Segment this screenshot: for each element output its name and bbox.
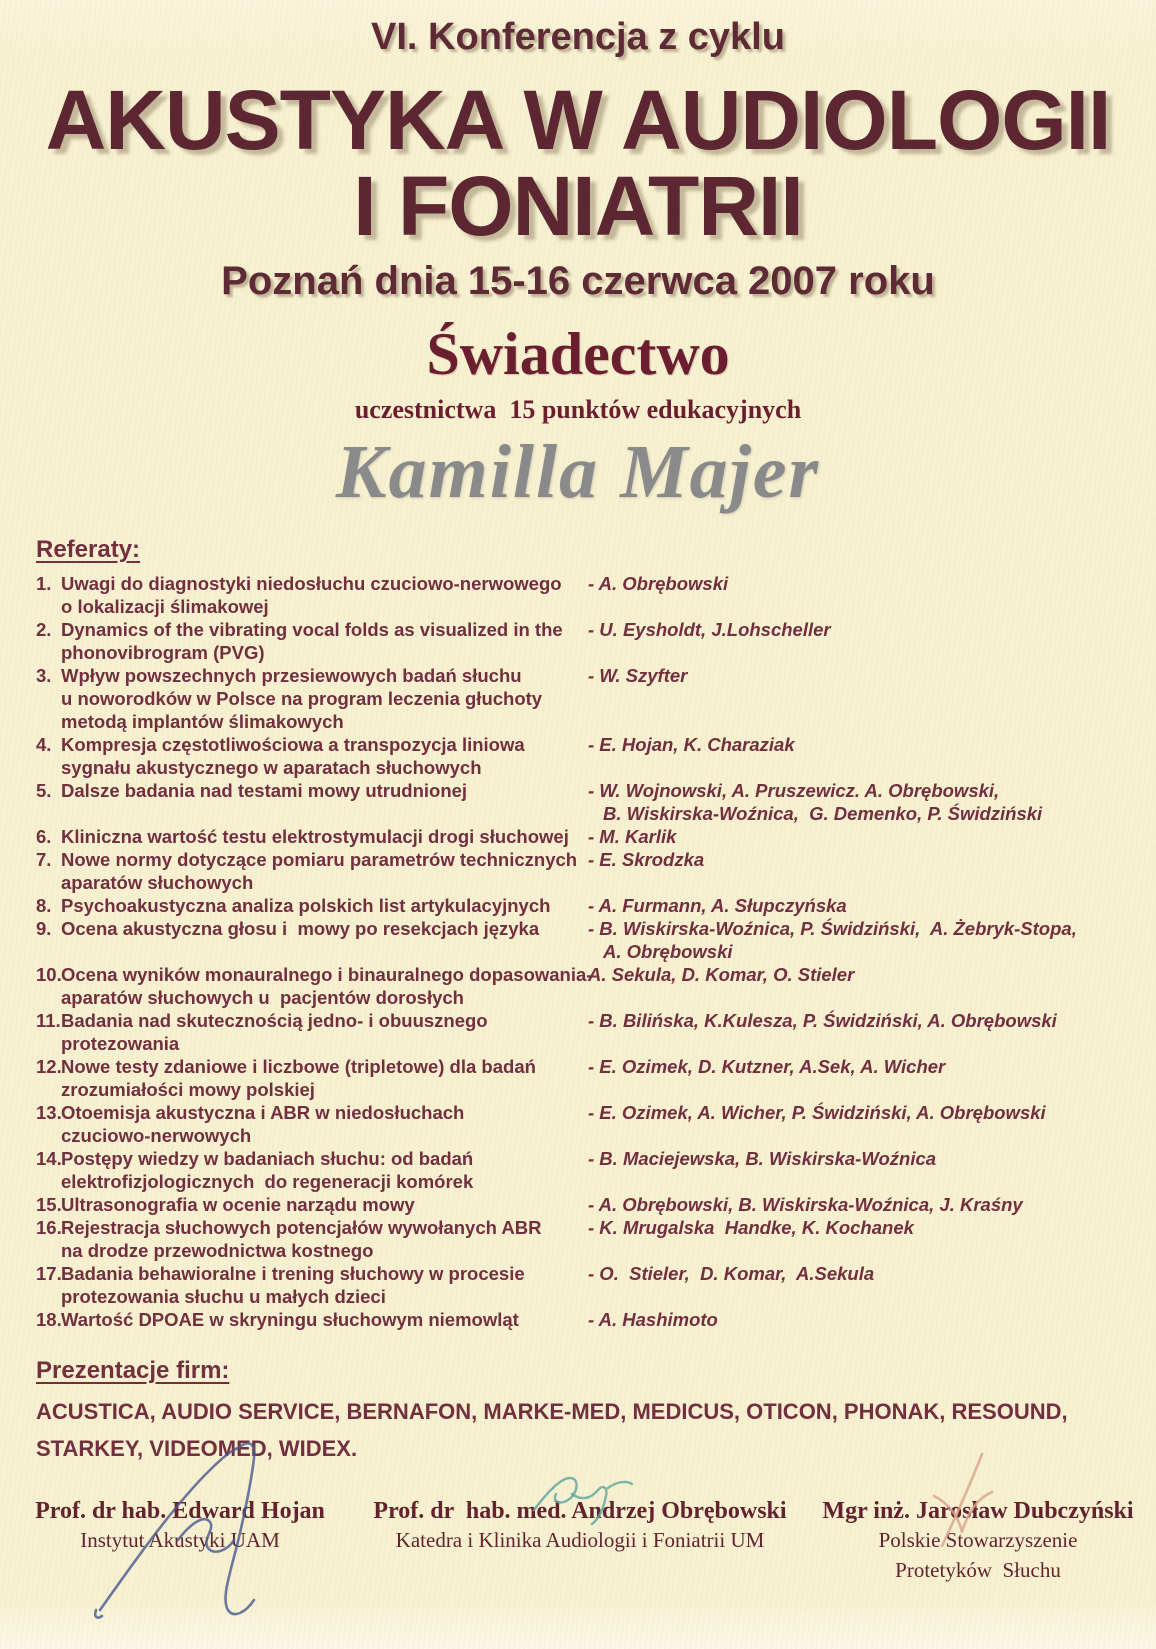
referat-title-text: Badania nad skutecznością jedno- i obuusznego — [61, 1010, 488, 1031]
recipient-name: Kamilla Majer — [335, 430, 821, 514]
referat-row — [36, 848, 1156, 894]
referat-authors-line: B. Wiskirska-Woźnica, G. Demenko, P. Świdziński — [603, 803, 1043, 824]
referat-title-line — [36, 1216, 588, 1239]
certificate-block — [0, 320, 1156, 516]
referat-title — [36, 572, 588, 618]
referat-title-line — [36, 894, 588, 917]
referat-authors-line: - E. Skrodzka — [588, 849, 705, 870]
referat-title-line: aparatów słuchowych — [61, 872, 254, 893]
referat-authors-line: - A. Hashimoto — [588, 1309, 718, 1330]
signatory-org-line: Katedra i Klinika Audiologii i Foniatrii UM — [395, 1528, 765, 1552]
referat-authors — [588, 664, 1156, 687]
referat-number: 13. — [36, 1102, 62, 1123]
referat-authors — [588, 848, 1156, 871]
referat-title-text: Ocena akustyczna głosu i mowy po resekcjach języka — [61, 918, 540, 939]
referaty-heading: Referaty: — [36, 536, 141, 563]
referat-title — [36, 848, 588, 894]
referat-authors-line: - M. Karlik — [588, 826, 677, 847]
referat-title-line — [36, 572, 588, 595]
referat-title-line — [36, 733, 588, 756]
referat-title-text: Dalsze badania nad testami mowy utrudnionej — [61, 780, 468, 801]
referat-number: 5. — [36, 780, 52, 801]
referat-title-line — [36, 1055, 588, 1078]
referat-title — [36, 1308, 588, 1331]
companies-section — [36, 1357, 1156, 1467]
companies-line: ACUSTICA, AUDIO SERVICE, BERNAFON, MARKE-MED, MEDICUS, OTICON, PHONAK, RESOUND, — [36, 1399, 1068, 1424]
signatory-name: Mgr inż. Jarosław Dubczyński — [822, 1498, 1134, 1524]
referat-title-text: Ultrasonografia w ocenie narządu mowy — [61, 1194, 415, 1215]
referat-number: 2. — [36, 619, 52, 640]
referat-title-line: elektrofizjologicznych do regeneracji komórek — [61, 1171, 474, 1192]
referat-title-line: protezowania słuchu u małych dzieci — [61, 1286, 386, 1307]
referat-title-line — [36, 1009, 588, 1032]
signatory — [360, 1498, 800, 1585]
referat-authors-line: - B. Bilińska, K.Kulesza, P. Świdziński, A. Obrębowski — [588, 1010, 1057, 1031]
referat-authors — [588, 963, 1156, 986]
referat-row — [36, 572, 1156, 618]
referat-title-text: Rejestracja słuchowych potencjałów wywołanych ABR — [61, 1217, 542, 1238]
referat-title-text: Badania behawioralne i trening słuchowy w procesie — [61, 1263, 525, 1284]
referat-title-line: protezowania — [61, 1033, 180, 1054]
certificate-subtitle: uczestnictwa 15 punktów edukacyjnych — [354, 395, 802, 424]
referat-authors-line: - E. Ozimek, D. Kutzner, A.Sek, A. Wicher — [588, 1056, 946, 1077]
referat-authors-line: - O. Stieler, D. Komar, A.Sekula — [588, 1263, 875, 1284]
referat-title-line — [36, 963, 593, 986]
referat-title-text: Uwagi do diagnostyki niedosłuchu czuciowo-nerwowego — [61, 573, 562, 594]
conference-series-line: VI. Konferencja z cyklu — [371, 16, 785, 58]
referat-authors-line: - A. Obrębowski — [588, 573, 729, 594]
referat-authors — [588, 1055, 1156, 1078]
referat-title-line — [36, 917, 588, 940]
referat-title-line: sygnału akustycznego w aparatach słuchowych — [61, 757, 482, 778]
referat-authors-line: - W. Szyfter — [588, 665, 688, 686]
referat-title-text: Nowe normy dotyczące pomiaru parametrów technicznych — [61, 849, 578, 870]
referat-title-text: Kliniczna wartość testu elektrostymulacji drogi słuchowej — [61, 826, 569, 847]
referat-title-line — [36, 1193, 588, 1216]
signatories-row — [0, 1498, 1156, 1585]
referat-title — [36, 779, 588, 802]
referat-row — [36, 894, 1156, 917]
referat-title-line — [36, 1147, 588, 1170]
signatory-name: Prof. dr hab. Edward Hojan — [35, 1498, 325, 1524]
referat-title — [36, 1055, 588, 1101]
conference-title-line2: I FONIATRII — [353, 159, 803, 253]
referat-authors-line: - A. Furmann, A. Słupczyńska — [588, 895, 847, 916]
referat-row — [36, 1147, 1156, 1193]
referat-title-line: o lokalizacji ślimakowej — [61, 596, 269, 617]
referat-row — [36, 917, 1156, 963]
referat-title-text: Wartość DPOAE w skryningu słuchowym niemowląt — [61, 1309, 519, 1330]
referat-title — [36, 1216, 588, 1262]
referat-title-line: czuciowo-nerwowych — [61, 1125, 252, 1146]
referat-authors-line: - B. Maciejewska, B. Wiskirska-Woźnica — [588, 1148, 937, 1169]
referat-title — [36, 825, 588, 848]
referat-number: 7. — [36, 849, 52, 870]
referat-title — [36, 1262, 588, 1308]
signatory — [0, 1498, 360, 1585]
referat-title-line: phonovibrogram (PVG) — [61, 642, 265, 663]
referat-title-line: aparatów słuchowych u pacjentów dorosłych — [61, 987, 464, 1008]
referat-title — [36, 894, 588, 917]
referat-row — [36, 1193, 1156, 1216]
referat-authors-line: - A. Obrębowski, B. Wiskirska-Woźnica, J. Kraśny — [588, 1194, 1023, 1215]
referat-title-line — [36, 779, 588, 802]
referat-title-text: Dynamics of the vibrating vocal folds as visualized in the — [61, 619, 563, 640]
referat-authors-line: - B. Wiskirska-Woźnica, P. Świdziński, A. Żebryk-Stopa, — [588, 918, 1077, 939]
referat-authors — [588, 1262, 1156, 1285]
referat-title-line: metodą implantów ślimakowych — [61, 711, 344, 732]
certificate-title: Świadectwo — [426, 321, 730, 387]
referat-authors — [588, 1193, 1156, 1216]
referat-number: 15. — [36, 1194, 62, 1215]
referat-row — [36, 1055, 1156, 1101]
referat-authors-line: - E. Ozimek, A. Wicher, P. Świdziński, A. Obrębowski — [588, 1102, 1046, 1123]
referat-number: 18. — [36, 1309, 62, 1330]
referat-row — [36, 825, 1156, 848]
referat-title-line — [36, 664, 588, 687]
referat-title — [36, 1193, 588, 1216]
referat-title-line — [36, 825, 588, 848]
referat-number: 12. — [36, 1056, 62, 1077]
signatory-org-line: Protetyków Słuchu — [895, 1558, 1061, 1582]
referat-number: 8. — [36, 895, 52, 916]
referat-title-line: zrozumiałości mowy polskiej — [61, 1079, 315, 1100]
referat-title — [36, 733, 588, 779]
conference-date-line: Poznań dnia 15-16 czerwca 2007 roku — [221, 259, 935, 303]
referat-row — [36, 1101, 1156, 1147]
referat-title — [36, 618, 588, 664]
referat-title-line — [36, 618, 588, 641]
signatory-name: Prof. dr hab. med. Andrzej Obrębowski — [373, 1498, 787, 1524]
referaty-list — [36, 572, 1156, 1331]
referat-title — [36, 1009, 588, 1055]
referat-authors — [588, 779, 1156, 825]
referat-authors-line: - E. Hojan, K. Charaziak — [588, 734, 795, 755]
referat-number: 14. — [36, 1148, 62, 1169]
referat-row — [36, 618, 1156, 664]
referat-authors — [588, 1101, 1156, 1124]
referat-authors — [588, 894, 1156, 917]
referat-authors — [588, 572, 1156, 595]
referat-title — [36, 1101, 588, 1147]
referat-number: 16. — [36, 1217, 62, 1238]
referat-title-text: Psychoakustyczna analiza polskich list artykulacyjnych — [61, 895, 551, 916]
signatory-org-line: Polskie Stowarzyszenie — [878, 1528, 1078, 1552]
referat-number: 11. — [36, 1010, 61, 1031]
referat-number: 3. — [36, 665, 52, 686]
referat-number: 9. — [36, 918, 52, 939]
referat-row — [36, 1216, 1156, 1262]
referat-authors-line: - W. Wojnowski, A. Pruszewicz. A. Obrębowski, — [588, 780, 1000, 801]
referat-authors — [588, 1009, 1156, 1032]
referat-authors — [588, 618, 1156, 641]
referat-authors — [588, 733, 1156, 756]
referat-authors-line: A. Sekula, D. Komar, O. Stieler — [588, 964, 855, 985]
signatory-org-line: Instytut Akustyki UAM — [80, 1528, 280, 1552]
referat-authors — [588, 1147, 1156, 1170]
referat-title-line — [36, 1101, 588, 1124]
referat-authors — [588, 825, 1156, 848]
companies-heading: Prezentacje firm: — [36, 1357, 230, 1384]
referat-title-line — [36, 848, 588, 871]
referat-row — [36, 1308, 1156, 1331]
referat-authors-line: - K. Mrugalska Handke, K. Kochanek — [588, 1217, 914, 1238]
referat-number: 17. — [36, 1263, 62, 1284]
referat-title-text: Otoemisja akustyczna i ABR w niedosłuchach — [61, 1102, 465, 1123]
referat-row — [36, 963, 1156, 1009]
signatory — [800, 1498, 1156, 1585]
referat-title-text: Wpływ powszechnych przesiewowych badań słuchu — [61, 665, 522, 686]
conference-title-line1: AKUSTYKA W AUDIOLOGII — [45, 73, 1111, 167]
referat-title-text: Postępy wiedzy w badaniach słuchu: od badań — [61, 1148, 474, 1169]
referaty-section — [36, 536, 1156, 1331]
referat-title — [36, 664, 588, 733]
referat-title-line: u noworodków w Polsce na program leczenia głuchoty — [61, 688, 543, 709]
referat-title-line — [36, 1308, 588, 1331]
referat-number: 10. — [36, 964, 62, 985]
referat-title — [36, 1147, 588, 1193]
referat-row — [36, 664, 1156, 733]
referat-title-text: Nowe testy zdaniowe i liczbowe (tripletowe) dla badań — [61, 1056, 536, 1077]
companies-line: STARKEY, VIDEOMED, WIDEX. — [36, 1436, 358, 1461]
companies-lines — [36, 1393, 1156, 1467]
header — [0, 0, 1156, 304]
referat-number: 1. — [36, 573, 52, 594]
referat-title-line — [36, 1262, 588, 1285]
referat-authors-line: - U. Eysholdt, J.Lohscheller — [588, 619, 831, 640]
referat-authors-line: A. Obrębowski — [603, 941, 733, 962]
referat-authors — [588, 917, 1156, 963]
referat-row — [36, 733, 1156, 779]
referat-title-text: Kompresja częstotliwościowa a transpozycja liniowa — [61, 734, 525, 755]
referat-row — [36, 1262, 1156, 1308]
referat-number: 4. — [36, 734, 52, 755]
referat-number: 6. — [36, 826, 52, 847]
referat-row — [36, 1009, 1156, 1055]
referat-title-line: na drodze przewodnictwa kostnego — [61, 1240, 374, 1261]
referat-row — [36, 779, 1156, 825]
referat-title — [36, 917, 588, 940]
referat-authors — [588, 1308, 1156, 1331]
referat-title — [36, 963, 593, 1009]
referat-title-text: Ocena wyników monauralnego i binauralnego dopasowania- — [61, 964, 593, 985]
referat-authors — [588, 1216, 1156, 1239]
